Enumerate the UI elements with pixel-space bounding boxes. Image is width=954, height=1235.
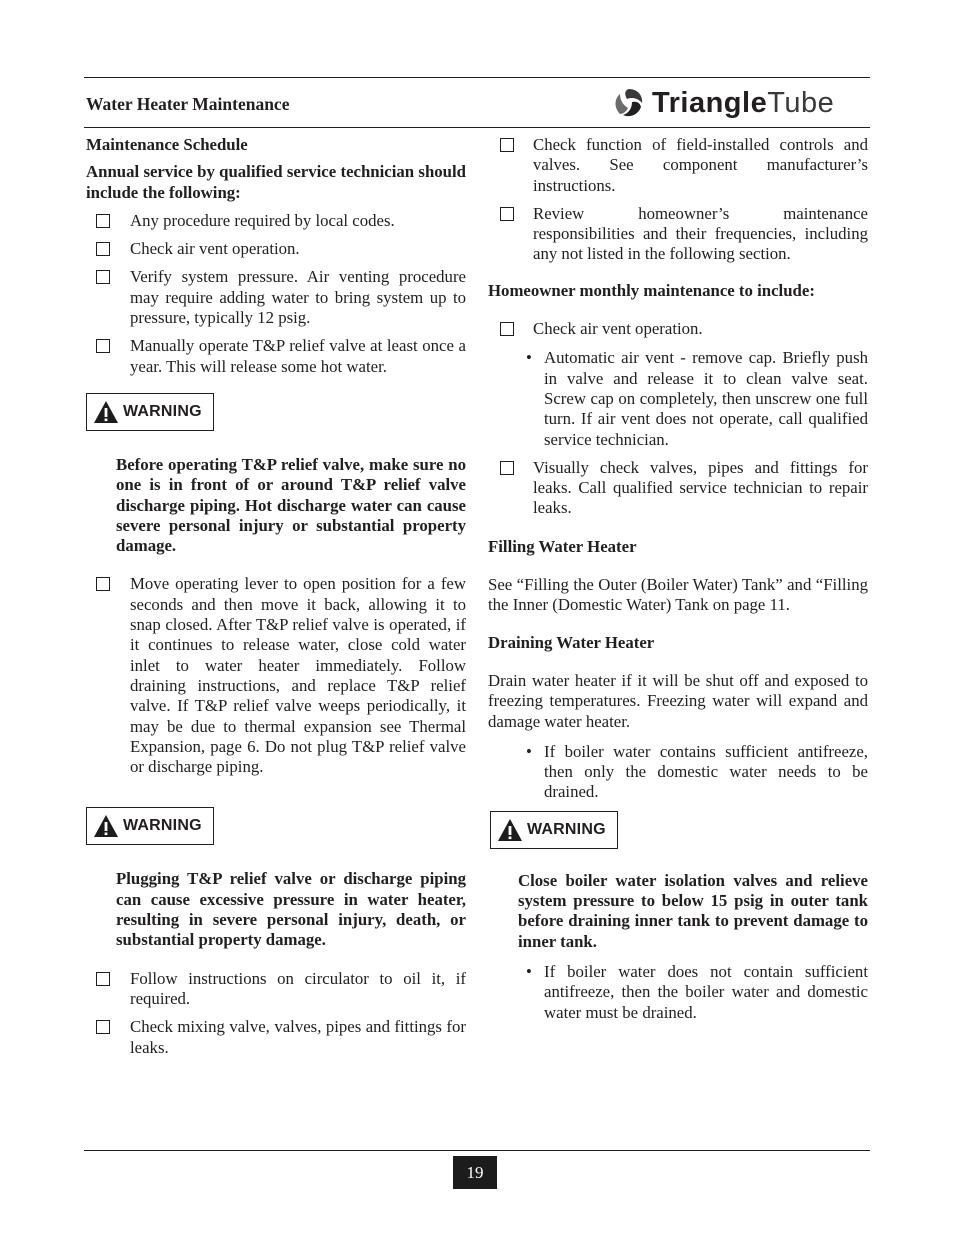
bullet-item-text: Automatic air vent - remove cap. Briefly push in valve and release it to clean valve seat. Screw cap on completely, then unscrew one full turn. If air vent does not operate, call qualified service technician. <box>544 348 868 449</box>
filling-instructions-text: See “Filling the Outer (Boiler Water) Tank” and “Filling the Inner (Domestic Water) Tank on page 11. <box>488 575 868 615</box>
checkbox-icon[interactable] <box>96 972 110 986</box>
checklist-item <box>86 267 466 328</box>
left-column <box>86 135 466 1058</box>
bullet-item <box>488 962 868 1023</box>
triangle-tube-swirl-icon <box>612 86 646 120</box>
brand-logo <box>612 86 834 120</box>
checkbox-icon[interactable] <box>96 242 110 256</box>
annual-service-intro: Annual service by qualified service technician should include the following: <box>86 162 466 202</box>
checklist-item <box>86 969 466 1010</box>
checkbox-icon[interactable] <box>96 214 110 228</box>
checklist-item <box>86 574 466 777</box>
bullet-icon: • <box>526 741 532 761</box>
warning-box <box>86 807 214 845</box>
right-column <box>488 135 868 1023</box>
warning-label: WARNING <box>123 402 202 420</box>
checkbox-icon[interactable] <box>96 1020 110 1034</box>
maintenance-schedule-heading: Maintenance Schedule <box>86 135 248 154</box>
checkbox-icon[interactable] <box>500 322 514 336</box>
warning-triangle-icon <box>93 814 119 838</box>
bullet-item-text: If boiler water does not contain sufficient antifreeze, then the boiler water and domestic water must be drained. <box>544 961 868 1022</box>
checklist-item-text: Check air vent operation. <box>130 239 300 259</box>
warning-triangle-icon <box>497 818 523 842</box>
bullet-icon: • <box>526 961 532 981</box>
checklist-item <box>488 135 868 196</box>
checklist-item-text: Check function of field-installed controls and valves. See component manufacturer’s instructions. <box>533 135 868 195</box>
warning-text: Close boiler water isolation valves and relieve system pressure to below 15 psig in outer tank before draining inner tank to prevent damage to inner tank. <box>518 870 868 951</box>
checkbox-icon[interactable] <box>96 270 110 284</box>
bullet-item <box>488 348 868 449</box>
warning-label: WARNING <box>527 820 606 838</box>
page-number: 19 <box>453 1156 497 1189</box>
checklist-item-text: Review homeowner’s maintenance responsibilities and their frequencies, including any not listed in the following section. <box>533 203 868 264</box>
warning-text: Plugging T&P relief valve or discharge piping can cause excessive pressure in water heater, resulting in severe personal injury, death, or substantial property damage. <box>116 869 466 950</box>
bullet-item <box>488 742 868 803</box>
bullet-item-text: If boiler water contains sufficient antifreeze, then only the domestic water needs to be drained. <box>544 741 868 802</box>
checklist-item <box>86 239 466 259</box>
draining-instructions-text: Drain water heater if it will be shut off and exposed to freezing temperatures. Freezing water will expand and damage water heater. <box>488 670 868 731</box>
checkbox-icon[interactable] <box>500 461 514 475</box>
logo-word-triangle: Triangle <box>652 86 768 119</box>
checklist-item-text: Check mixing valve, valves, pipes and fittings for leaks. <box>130 1017 466 1057</box>
section-title: Water Heater Maintenance <box>86 94 290 114</box>
header-rule <box>84 127 870 128</box>
warning-text: Before operating T&P relief valve, make sure no one is in front of or around T&P relief valve discharge piping. Hot discharge water can cause severe personal injury or substantial property damage. <box>116 454 466 556</box>
footer-rule <box>84 1150 870 1151</box>
checklist-item-text: Manually operate T&P relief valve at least once a year. This will release some hot water. <box>130 336 466 376</box>
checkbox-icon[interactable] <box>96 577 110 591</box>
checklist-item <box>488 319 868 339</box>
warning-triangle-icon <box>93 400 119 424</box>
checklist-item <box>488 204 868 265</box>
homeowner-maintenance-heading: Homeowner monthly maintenance to include: <box>488 280 815 300</box>
checklist-item-text: Check air vent operation. <box>533 319 703 339</box>
checkbox-icon[interactable] <box>96 339 110 353</box>
logo-word-tube: Tube <box>767 86 835 119</box>
checklist-item <box>488 458 868 519</box>
checklist-item <box>86 211 466 231</box>
checklist-item-text: Follow instructions on circulator to oil it, if required. <box>130 968 466 1008</box>
checklist-item-text: Any procedure required by local codes. <box>130 210 395 230</box>
filling-water-heater-heading: Filling Water Heater <box>488 536 637 556</box>
checklist-item-text: Move operating lever to open position for a few seconds and then move it back, allowing it to snap closed. After T&P relief valve is operated, if it continues to release water, close cold water inlet to water heater immediately. Follow draining instructions, and replace T&P relief valve. If T&P relief valve weeps periodically, it may be due to thermal expansion see Thermal Expansion, page 6. Do not plug T&P relief valve or discharge piping. <box>130 574 466 777</box>
draining-water-heater-heading: Draining Water Heater <box>488 632 655 652</box>
warning-label: WARNING <box>123 817 202 835</box>
checkbox-icon[interactable] <box>500 207 514 221</box>
bullet-icon: • <box>526 348 532 368</box>
checklist-item-text: Visually check valves, pipes and fittings for leaks. Call qualified service technician to repair leaks. <box>533 457 868 518</box>
checkbox-icon[interactable] <box>500 138 514 152</box>
checklist-item <box>86 1017 466 1058</box>
warning-box <box>490 811 618 849</box>
warning-box <box>86 393 214 431</box>
checklist-item <box>86 336 466 377</box>
checklist-item-text: Verify system pressure. Air venting procedure may require adding water to bring system up to pressure, typically 12 psig. <box>130 267 466 328</box>
top-rule <box>84 77 870 78</box>
